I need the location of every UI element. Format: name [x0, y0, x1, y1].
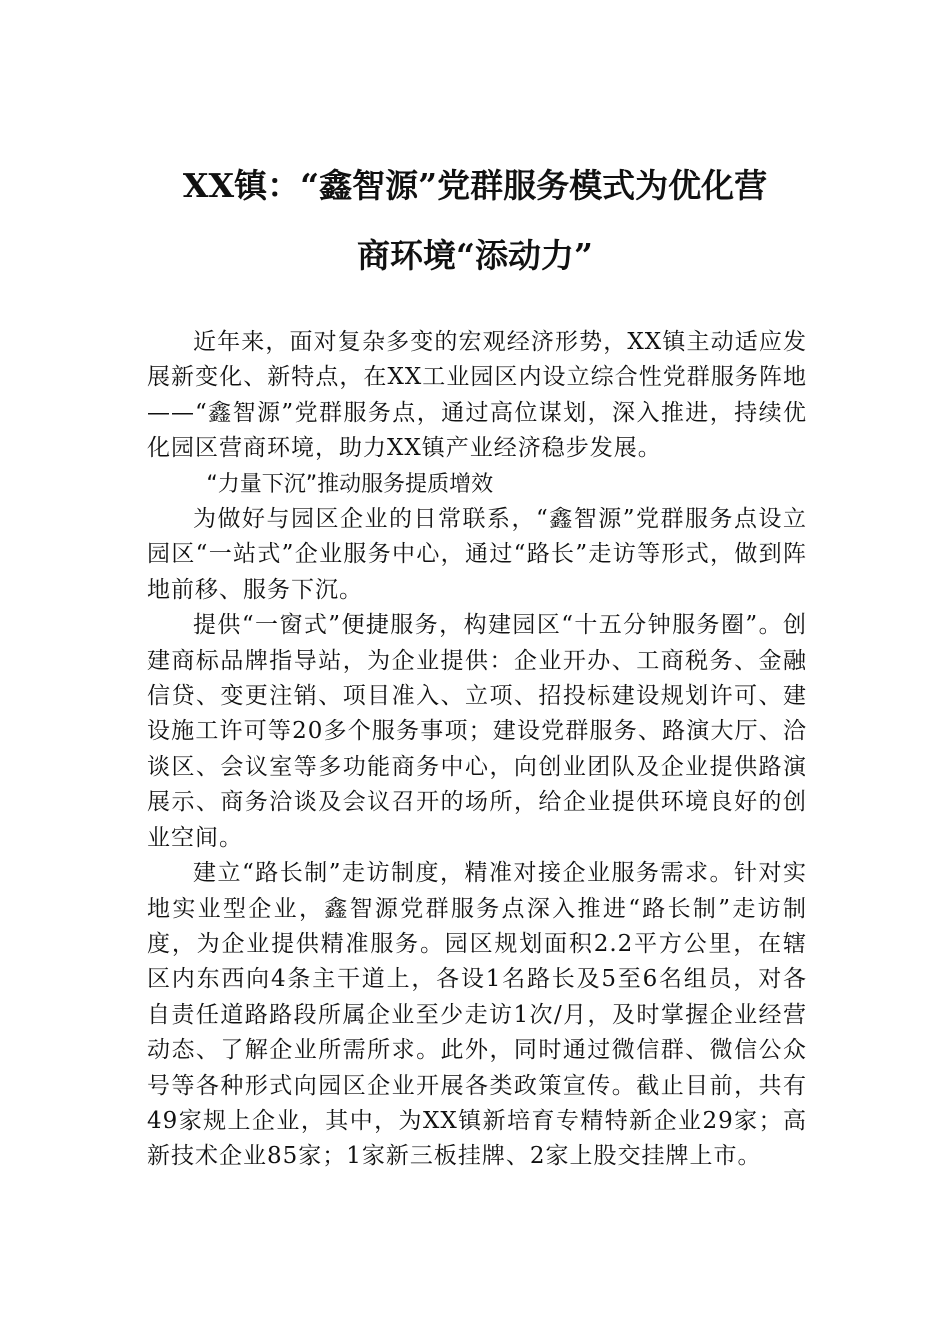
- paragraph-one-window-service: 提供“一窗式”便捷服务，构建园区“十五分钟服务圈”。创建商标品牌指导站，为企业提供：企业开办、工商税务、金融信贷、变更注销、项目准入、立项、招投标建设规划许可、建设施工许可等20多个服务事项；建设党群服务、路演大厅、洽谈区、会议室等多功能商务中心，向创业团队及企业提供路演展示、商务洽谈及会议召开的场所，给企业提供环境良好的创业空间。: [147, 612, 807, 851]
- document-body: [147, 325, 807, 1175]
- section-heading: “力量下沉”推动服务提质增效: [206, 471, 494, 497]
- paragraph-intro: 近年来，面对复杂多变的宏观经济形势，XX镇主动适应发展新变化、新特点，在XX工业园区内设立综合性党群服务阵地——“鑫智源”党群服务点，通过高位谋划，深入推进，持续优化园区营商环境，助力XX镇产业经济稳步发展。: [147, 329, 807, 462]
- paragraph-service-center: 为做好与园区企业的日常联系，“鑫智源”党群服务点设立园区“一站式”企业服务中心，通过“路长”走访等形式，做到阵地前移、服务下沉。: [147, 506, 807, 603]
- paragraph-road-chief-system: 建立“路长制”走访制度，精准对接企业服务需求。针对实地实业型企业，鑫智源党群服务点深入推进“路长制”走访制度，为企业提供精准服务。园区规划面积2.2平方公里，在辖区内东西向4条主干道上，各设1名路长及5至6名组员，对各自责任道路路段所属企业至少走访1次/月，及时掌握企业经营动态、了解企业所需所求。此外，同时通过微信群、微信公众号等各种形式向园区企业开展各类政策宣传。截止目前，共有49家规上企业，其中，为XX镇新培育专精特新企业29家；高新技术企业85家；1家新三板挂牌、2家上股交挂牌上市。: [147, 860, 807, 1170]
- document-title-line-1: XX镇：“鑫智源”党群服务模式为优化营: [182, 166, 768, 205]
- document-title-line-2: 商环境“添动力”: [357, 236, 593, 275]
